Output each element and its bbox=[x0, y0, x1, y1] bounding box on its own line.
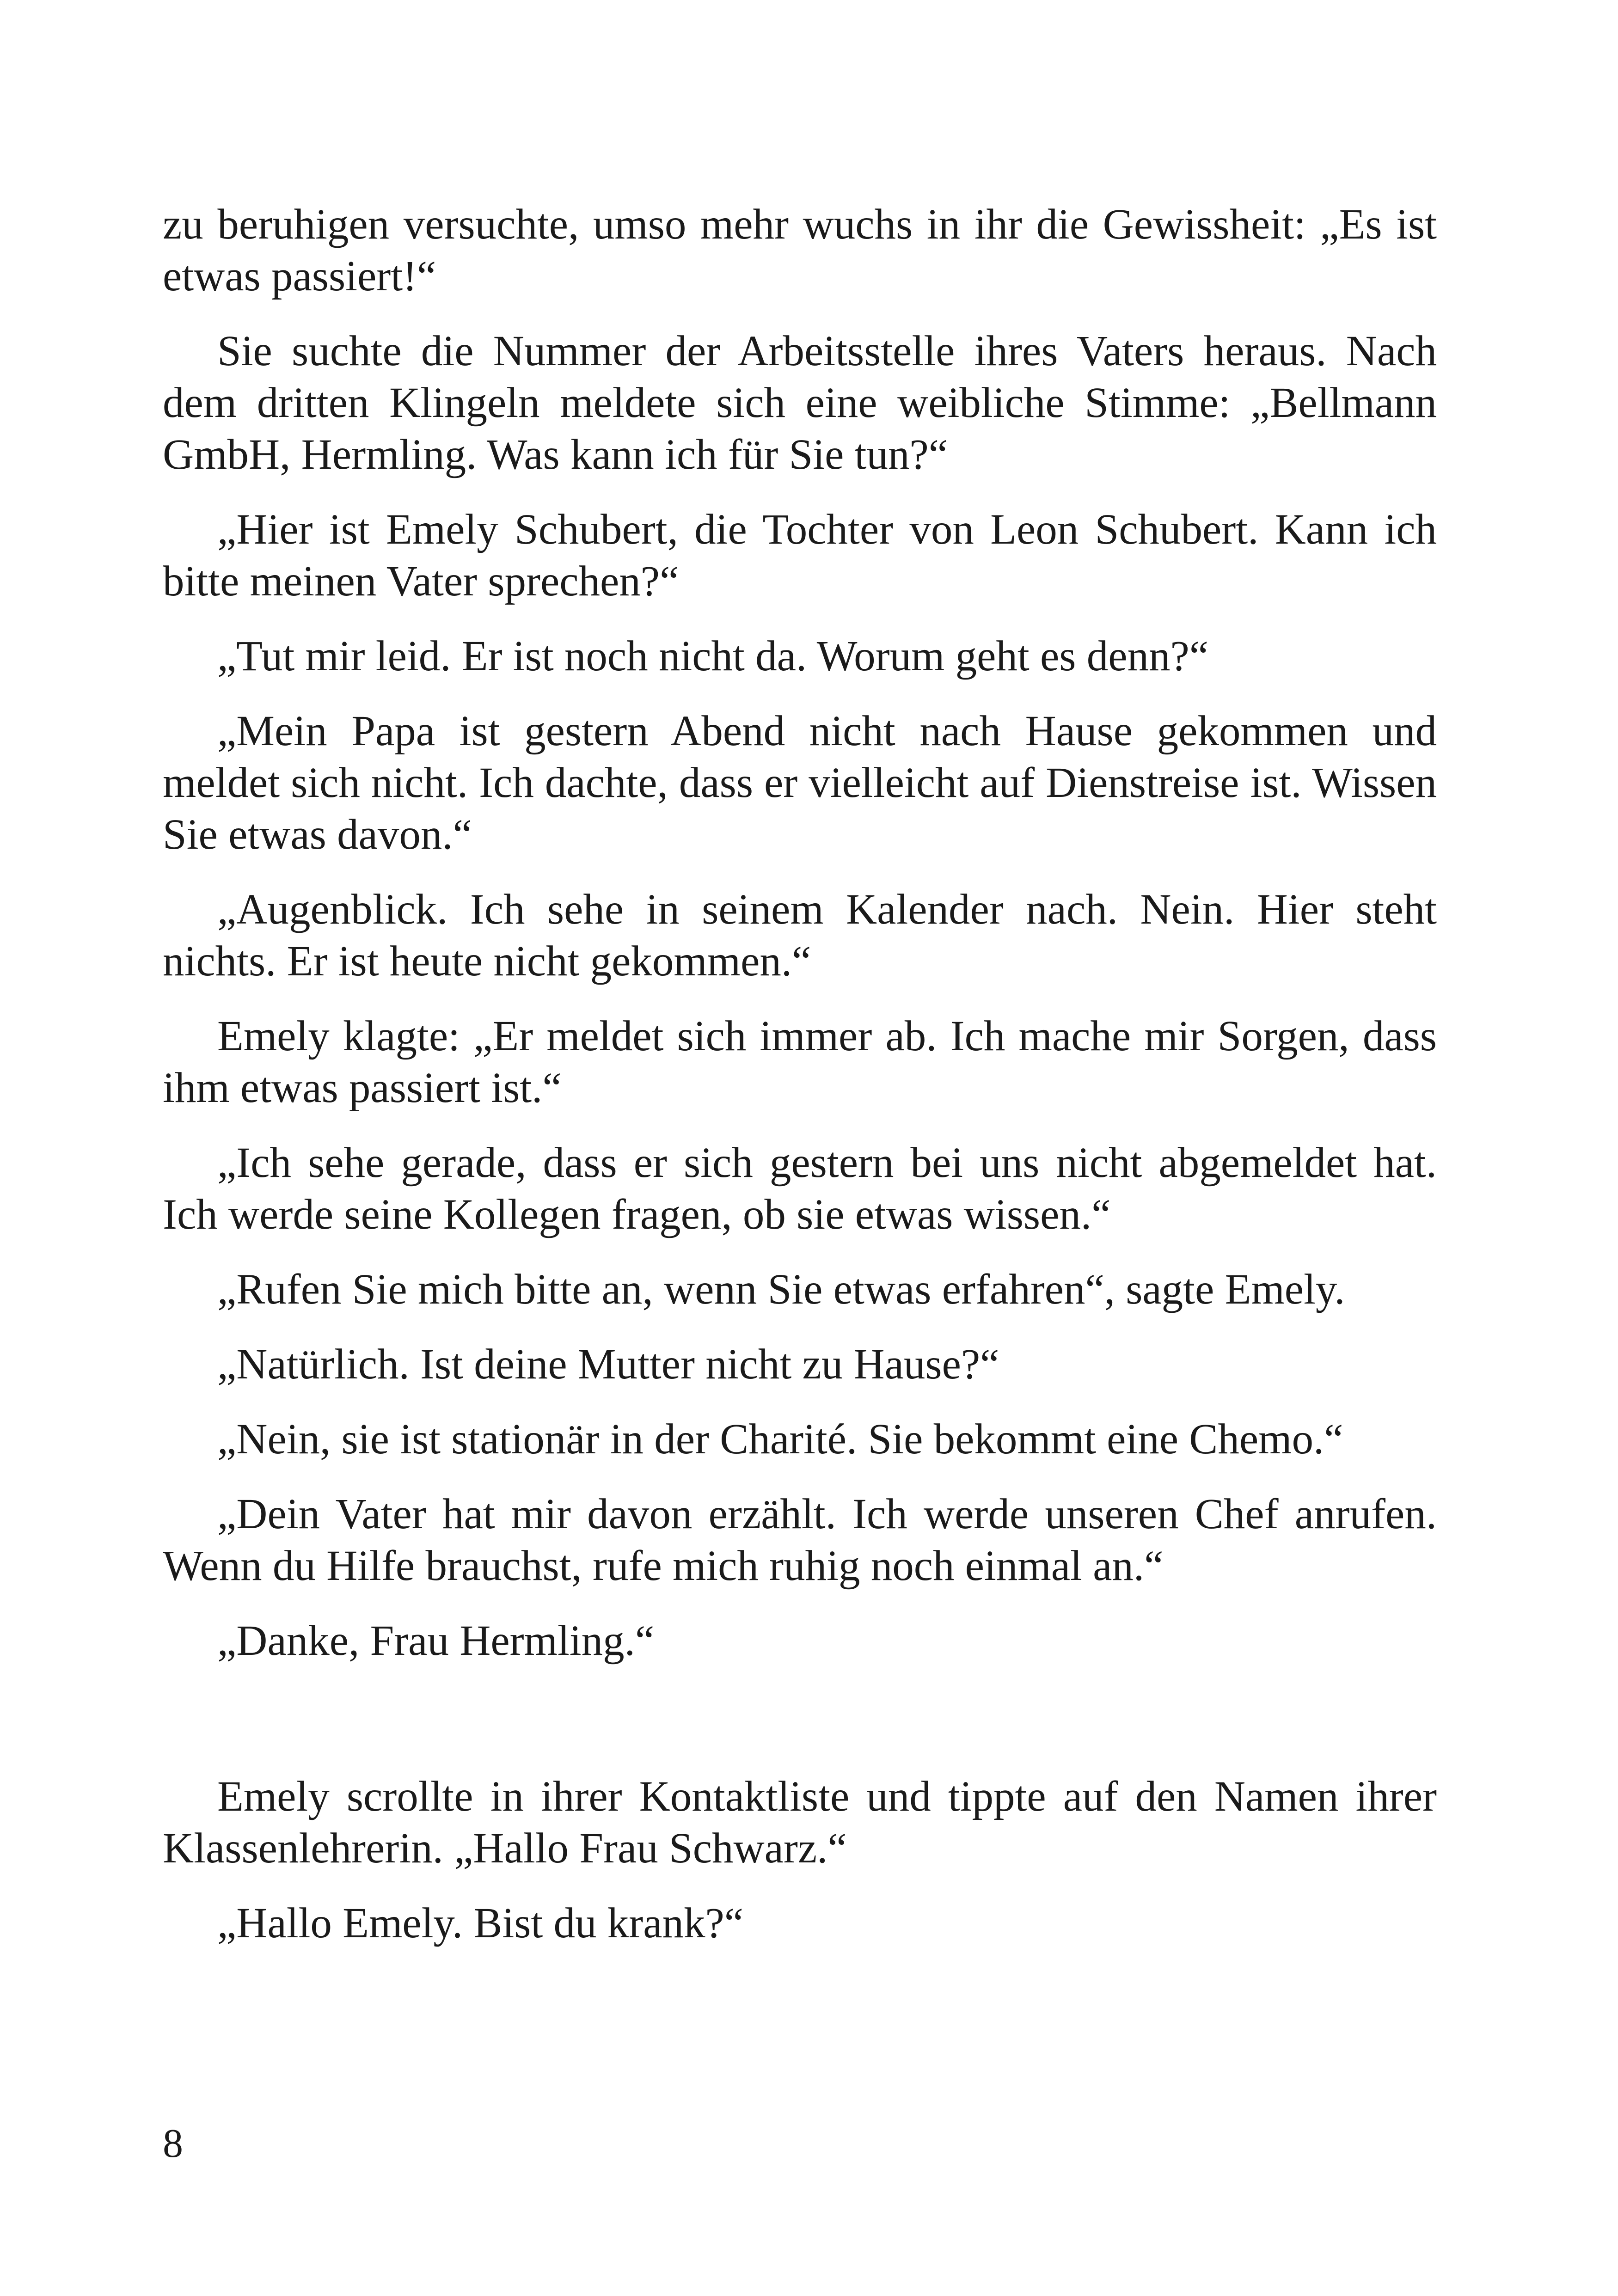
paragraph: „Hallo Emely. Bist du krank?“ bbox=[217, 1899, 744, 1947]
paragraph: zu beruhigen versuchte, umso mehr wuchs in ihr die Gewissheit: „Es ist etwas passiert!“ bbox=[163, 201, 1437, 300]
paragraph: „Hier ist Emely Schubert, die Tochter von Leon Schubert. Kann ich bitte meinen Vater sprechen?“ bbox=[163, 506, 1437, 605]
paragraph: Sie suchte die Nummer der Arbeitsstelle ihres Vaters heraus. Nach dem dritten Klingeln meldete sich eine weibliche Stimme: „Bellmann GmbH, Hermling. Was kann ich für Sie tun?“ bbox=[163, 327, 1437, 478]
paragraph: „Augenblick. Ich sehe in seinem Kalender nach. Nein. Hier steht nichts. Er ist heute nicht gekommen.“ bbox=[163, 886, 1437, 985]
paragraph: Emely scrollte in ihrer Kontaktliste und tippte auf den Namen ihrer Klassenlehrerin. „Hallo Frau Schwarz.“ bbox=[163, 1773, 1437, 1872]
paragraph: „Dein Vater hat mir davon erzählt. Ich werde unseren Chef anrufen. Wenn du Hilfe brauchst, rufe mich ruhig noch einmal an.“ bbox=[163, 1490, 1437, 1590]
page-number: 8 bbox=[163, 2121, 183, 2166]
paragraph: „Ich sehe gerade, dass er sich gestern bei uns nicht abgemeldet hat. Ich werde seine Kollegen fragen, ob sie etwas wissen.“ bbox=[163, 1139, 1437, 1238]
paragraph: „Nein, sie ist stationär in der Charité. Sie bekommt eine Chemo.“ bbox=[217, 1415, 1343, 1463]
paragraph: „Natürlich. Ist deine Mutter nicht zu Hause?“ bbox=[217, 1341, 999, 1388]
paragraph: Emely klagte: „Er meldet sich immer ab. Ich mache mir Sorgen, dass ihm etwas passiert ist.“ bbox=[163, 1012, 1437, 1112]
paragraph: „Danke, Frau Hermling.“ bbox=[217, 1617, 655, 1665]
body-text bbox=[163, 199, 1437, 1972]
paragraph: „Tut mir leid. Er ist noch nicht da. Worum geht es denn?“ bbox=[217, 632, 1209, 680]
paragraph: „Mein Papa ist gestern Abend nicht nach Hause gekommen und meldet sich nicht. Ich dachte, dass er vielleicht auf Dienstreise ist. Wissen Sie etwas davon.“ bbox=[163, 707, 1437, 858]
paragraph: „Rufen Sie mich bitte an, wenn Sie etwas erfahren“, sagte Emely. bbox=[217, 1266, 1345, 1313]
